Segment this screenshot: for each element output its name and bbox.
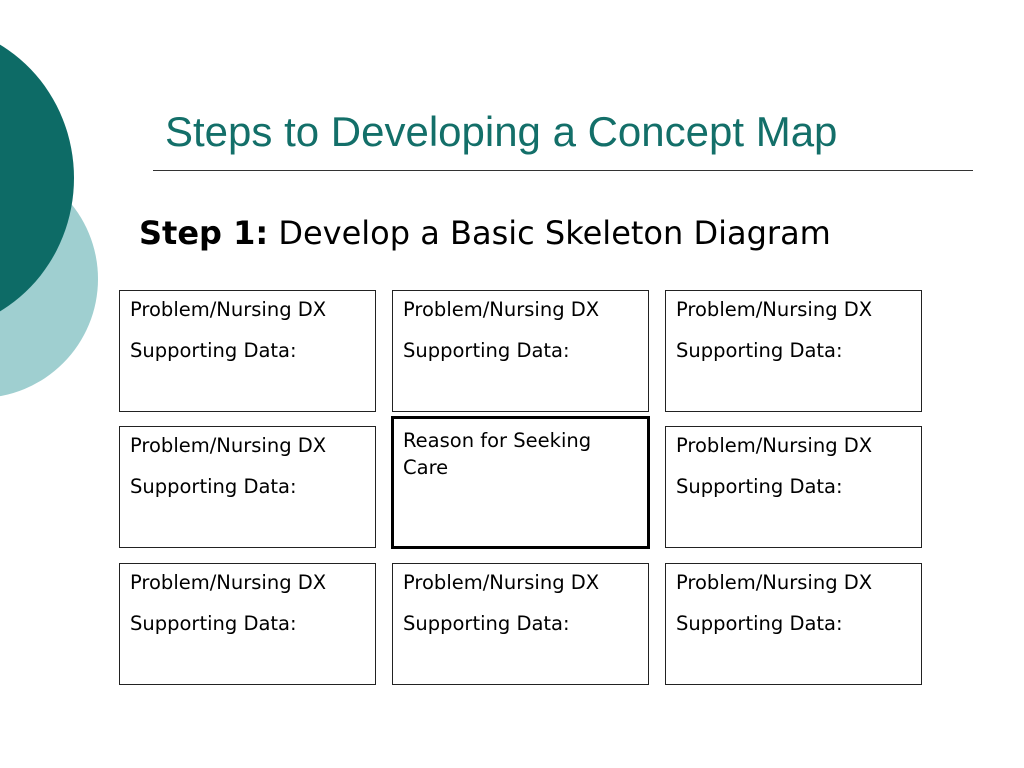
step-label: Step 1: — [139, 214, 269, 252]
problem-box-bottom-center — [392, 563, 649, 685]
problem-label: Problem/Nursing DX — [130, 298, 327, 321]
problem-box-top-left — [119, 290, 376, 412]
problem-label: Problem/Nursing DX — [676, 298, 873, 321]
problem-box-bottom-right — [665, 563, 922, 685]
problem-label: Problem/Nursing DX — [403, 571, 600, 594]
problem-label: Problem/Nursing DX — [130, 571, 327, 594]
problem-box-top-right — [665, 290, 922, 412]
supporting-data-label: Supporting Data: — [676, 339, 843, 362]
supporting-data-label: Supporting Data: — [403, 612, 570, 635]
problem-box-middle-right — [665, 426, 922, 548]
problem-box-middle-left — [119, 426, 376, 548]
reason-label: Reason for Seeking Care — [403, 429, 592, 479]
title-divider — [153, 170, 973, 171]
supporting-data-label: Supporting Data: — [676, 475, 843, 498]
problem-label: Problem/Nursing DX — [403, 298, 600, 321]
problem-box-bottom-left — [119, 563, 376, 685]
problem-label: Problem/Nursing DX — [130, 434, 327, 457]
step-description: Develop a Basic Skeleton Diagram — [268, 214, 831, 252]
problem-label: Problem/Nursing DX — [676, 434, 873, 457]
step-heading — [139, 210, 831, 256]
supporting-data-label: Supporting Data: — [676, 612, 843, 635]
supporting-data-label: Supporting Data: — [130, 475, 297, 498]
slide-title: Steps to Developing a Concept Map — [165, 108, 838, 155]
problem-box-top-center — [392, 290, 649, 412]
reason-for-seeking-care-box — [391, 416, 650, 549]
supporting-data-label: Supporting Data: — [130, 339, 297, 362]
supporting-data-label: Supporting Data: — [403, 339, 570, 362]
supporting-data-label: Supporting Data: — [130, 612, 297, 635]
problem-label: Problem/Nursing DX — [676, 571, 873, 594]
